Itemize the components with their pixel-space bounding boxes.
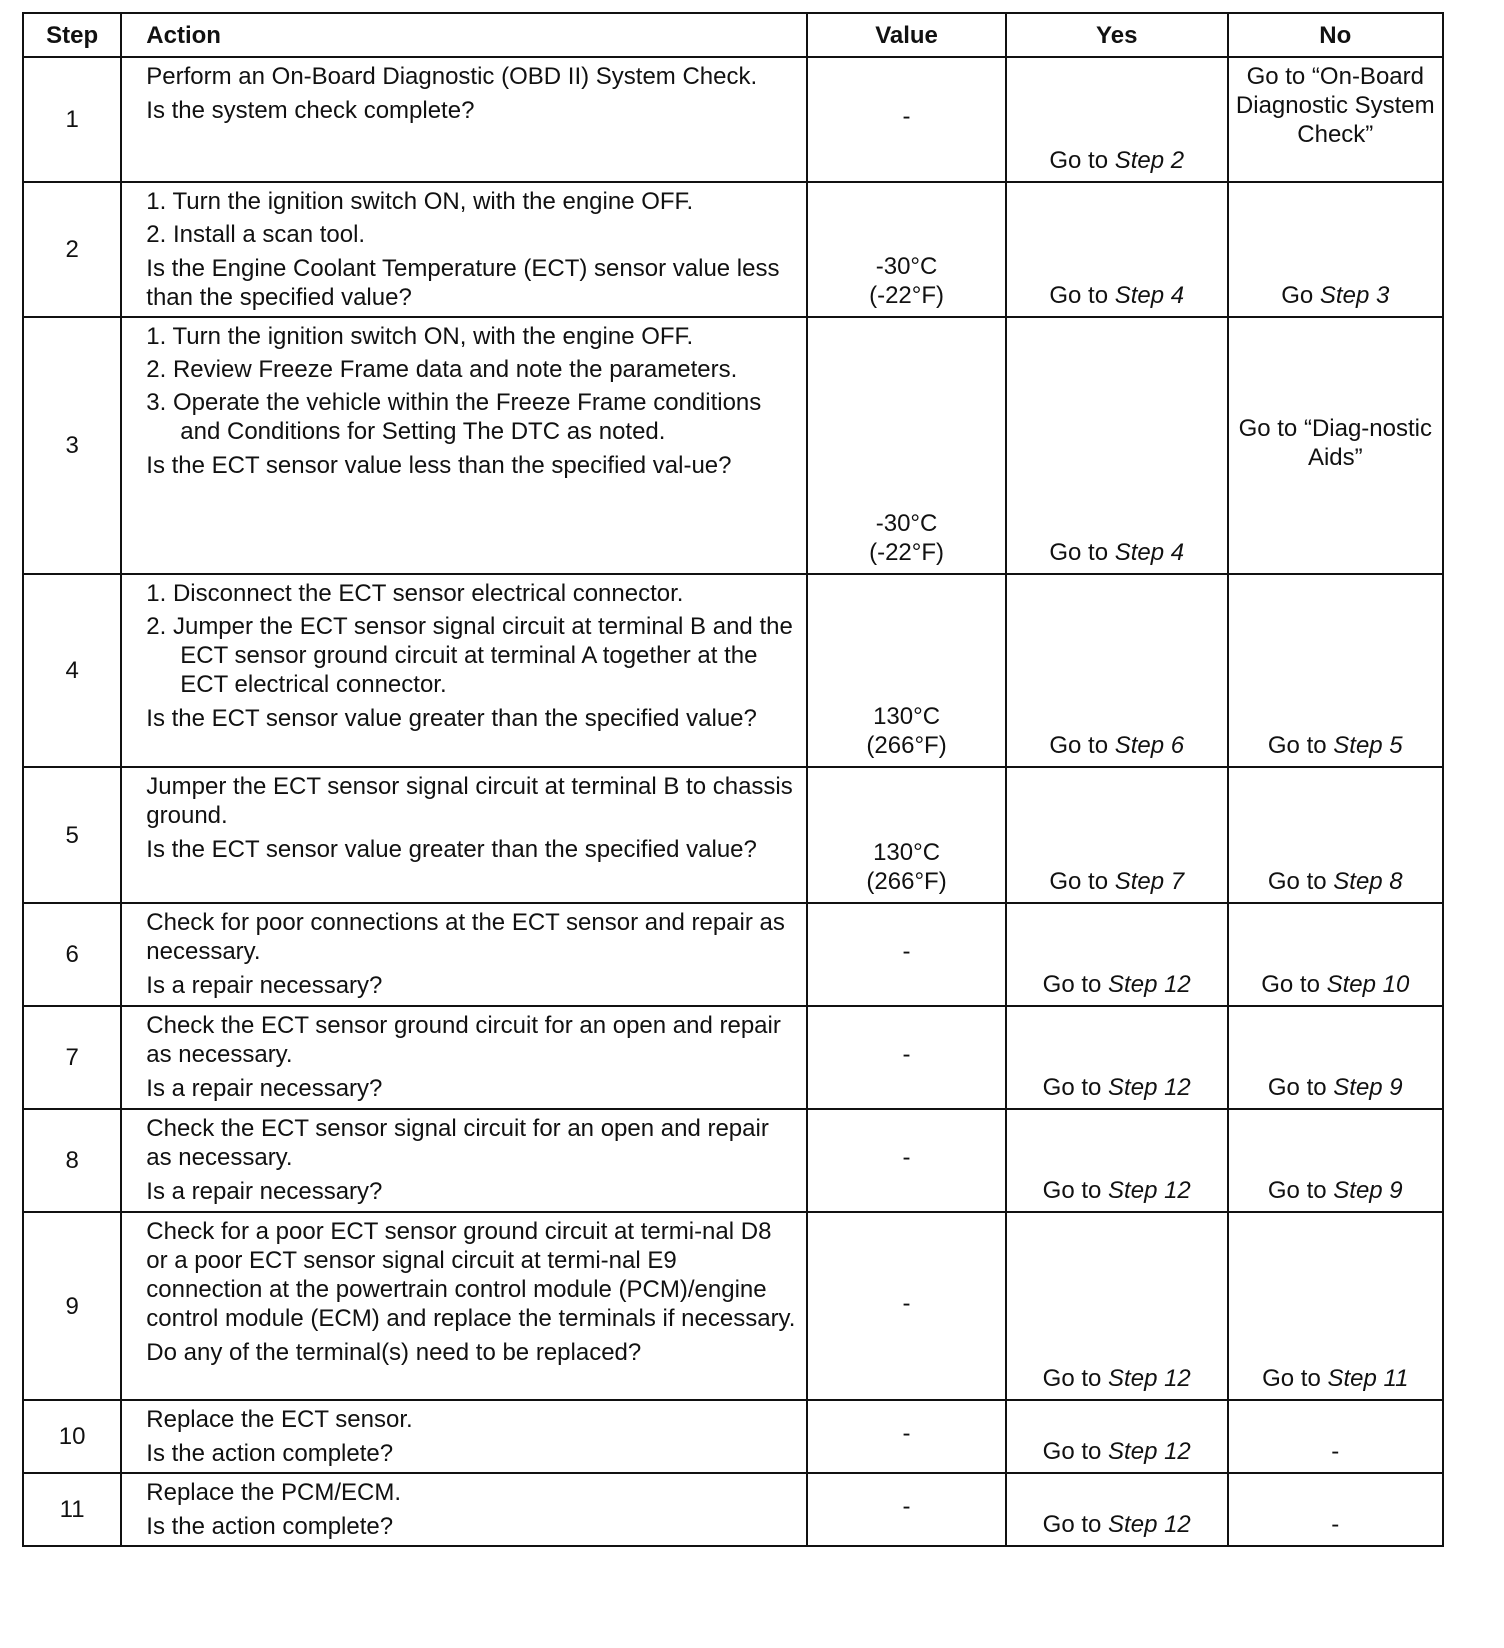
no-prefix: Go to [1261, 971, 1327, 998]
yes-step-link[interactable]: Step 4 [1114, 282, 1185, 309]
no-prefix: Go [1281, 282, 1320, 309]
value-text: (-22°F) [869, 539, 945, 566]
no-cell [1228, 767, 1443, 903]
no-cell [1228, 317, 1443, 574]
yes-prefix: Go to [1042, 971, 1109, 998]
value-cell [807, 1006, 1006, 1109]
table-row [23, 1400, 1443, 1473]
action-question: Is the system check complete? [146, 97, 475, 124]
action-question: Is a repair necessary? [146, 1075, 383, 1102]
table-row [23, 182, 1443, 317]
no-cell [1228, 57, 1443, 182]
yes-cell [1006, 1400, 1228, 1473]
yes-prefix: Go to [1049, 732, 1115, 759]
value-text: - [902, 938, 911, 965]
yes-step-link[interactable]: Step 12 [1108, 1074, 1191, 1101]
action-numbered-item: 2. Install a scan tool. [146, 221, 366, 248]
step-number: 5 [23, 767, 121, 903]
table-row [23, 767, 1443, 903]
value-cell [807, 1212, 1006, 1400]
header-action: Action [121, 13, 807, 57]
yes-prefix: Go to [1049, 539, 1115, 566]
action-cell [121, 317, 807, 574]
no-prefix: Go to [1267, 868, 1334, 895]
no-step-link[interactable]: Step 11 [1327, 1365, 1409, 1392]
action-question: Is the ECT sensor value greater than the specified value? [146, 836, 757, 863]
yes-cell [1006, 1473, 1228, 1546]
action-question: Is the action complete? [146, 1440, 394, 1467]
yes-prefix: Go to [1042, 1177, 1109, 1204]
action-question: Is the ECT sensor value greater than the specified value? [146, 705, 757, 732]
value-cell [807, 317, 1006, 574]
no-step-link[interactable]: Step 8 [1333, 868, 1403, 895]
header-row [23, 13, 1443, 57]
action-cell [121, 182, 807, 317]
action-text: Replace the PCM/ECM. [146, 1479, 402, 1506]
value-text: 130°C [873, 703, 941, 730]
yes-cell [1006, 1109, 1228, 1212]
yes-cell [1006, 182, 1228, 317]
no-step-link[interactable]: Step 9 [1333, 1074, 1403, 1101]
yes-cell [1006, 574, 1228, 767]
action-cell [121, 903, 807, 1006]
action-text: Perform an On-Board Diagnostic (OBD II) System Check. [146, 63, 758, 90]
table-row [23, 1212, 1443, 1400]
action-text: Check the ECT sensor ground circuit for an open and repair as necessary. [146, 1012, 781, 1068]
header-step: Step [23, 13, 121, 57]
header-value: Value [807, 13, 1006, 57]
value-text: - [902, 1493, 911, 1520]
step-number: 6 [23, 903, 121, 1006]
table-row [23, 903, 1443, 1006]
no-text: - [1331, 1511, 1340, 1538]
no-prefix: Go to [1262, 1365, 1328, 1392]
no-cell [1228, 574, 1443, 767]
yes-cell [1006, 1212, 1228, 1400]
action-question: Do any of the terminal(s) need to be replaced? [146, 1339, 642, 1366]
no-cell [1228, 1006, 1443, 1109]
value-text: - [902, 1041, 911, 1068]
value-cell [807, 903, 1006, 1006]
yes-step-link[interactable]: Step 6 [1114, 732, 1185, 759]
action-cell [121, 1006, 807, 1109]
yes-step-link[interactable]: Step 12 [1108, 1438, 1191, 1465]
no-prefix: Go to [1267, 732, 1334, 759]
action-question: Is a repair necessary? [146, 972, 383, 999]
no-cell [1228, 903, 1443, 1006]
action-cell [121, 57, 807, 182]
action-numbered-item: 2. Review Freeze Frame data and note the parameters. [146, 356, 738, 383]
value-text: -30°C [875, 510, 938, 537]
step-number: 4 [23, 574, 121, 767]
table-body [23, 57, 1443, 1546]
action-numbered-item: 2. Jumper the ECT sensor signal circuit at terminal B and the ECT sensor ground circuit at terminal A together at the ECT electrical connector. [146, 613, 793, 698]
header-no: No [1228, 13, 1443, 57]
action-cell [121, 767, 807, 903]
step-number: 9 [23, 1212, 121, 1400]
action-question: Is the action complete? [146, 1513, 394, 1540]
yes-step-link[interactable]: Step 12 [1108, 1511, 1191, 1538]
action-cell [121, 1473, 807, 1546]
no-prefix: Go to [1267, 1074, 1334, 1101]
yes-prefix: Go to [1042, 1074, 1109, 1101]
action-question: Is the Engine Coolant Temperature (ECT) sensor value less than the specified value? [146, 255, 780, 311]
value-text: - [902, 1144, 911, 1171]
action-question: Is the ECT sensor value less than the specified val-ue? [146, 452, 732, 479]
table-row [23, 1006, 1443, 1109]
yes-cell [1006, 767, 1228, 903]
action-text: Check for poor connections at the ECT sensor and repair as necessary. [146, 909, 785, 965]
yes-prefix: Go to [1049, 282, 1115, 309]
action-text: Jumper the ECT sensor signal circuit at terminal B to chassis ground. [146, 773, 793, 829]
yes-step-link[interactable]: Step 2 [1114, 147, 1185, 174]
value-cell [807, 57, 1006, 182]
value-text: (266°F) [866, 868, 947, 895]
no-step-link[interactable]: Step 3 [1319, 282, 1390, 309]
yes-cell [1006, 903, 1228, 1006]
yes-cell [1006, 1006, 1228, 1109]
no-cell [1228, 1400, 1443, 1473]
step-number: 10 [23, 1400, 121, 1473]
value-text: -30°C [875, 253, 938, 280]
table-row [23, 574, 1443, 767]
table-row [23, 1109, 1443, 1212]
action-question: Is a repair necessary? [146, 1178, 383, 1205]
table-row [23, 57, 1443, 182]
step-number: 1 [23, 57, 121, 182]
step-number: 7 [23, 1006, 121, 1109]
action-cell [121, 1400, 807, 1473]
yes-step-link[interactable]: Step 7 [1114, 868, 1185, 895]
no-prefix: Go to [1267, 1177, 1334, 1204]
no-cell [1228, 182, 1443, 317]
yes-step-link[interactable]: Step 12 [1108, 1177, 1191, 1204]
diagnostic-table [22, 12, 1444, 1547]
action-text: Replace the ECT sensor. [146, 1406, 413, 1433]
value-text: - [902, 103, 911, 130]
action-cell [121, 574, 807, 767]
value-cell [807, 574, 1006, 767]
table-row [23, 1473, 1443, 1546]
yes-prefix: Go to [1042, 1511, 1109, 1538]
value-cell [807, 1400, 1006, 1473]
step-number: 3 [23, 317, 121, 574]
no-cell [1228, 1473, 1443, 1546]
step-number: 2 [23, 182, 121, 317]
yes-step-link[interactable]: Step 12 [1108, 1365, 1191, 1392]
no-text: - [1331, 1438, 1340, 1465]
yes-cell [1006, 57, 1228, 182]
yes-prefix: Go to [1049, 868, 1115, 895]
step-number: 11 [23, 1473, 121, 1546]
no-text: Go to “Diag-nostic Aids” [1238, 414, 1432, 471]
action-text: Check for a poor ECT sensor ground circuit at termi-nal D8 or a poor ECT sensor signal circuit at termi-nal E9 connection at the powertrain control module (PCM)/engine control module (ECM) and replace the terminals if necessary. [146, 1218, 796, 1332]
action-numbered-item: 3. Operate the vehicle within the Freeze Frame conditions and Conditions for Setting The DTC as noted. [146, 389, 762, 445]
action-numbered-item: 1. Turn the ignition switch ON, with the engine OFF. [146, 188, 694, 215]
no-cell [1228, 1109, 1443, 1212]
value-cell [807, 1109, 1006, 1212]
value-text: (-22°F) [869, 282, 945, 309]
yes-cell [1006, 317, 1228, 574]
action-numbered-item: 1. Turn the ignition switch ON, with the engine OFF. [146, 323, 694, 350]
yes-prefix: Go to [1042, 1365, 1109, 1392]
value-text: 130°C [873, 839, 941, 866]
yes-prefix: Go to [1049, 147, 1115, 174]
value-cell [807, 767, 1006, 903]
value-cell [807, 1473, 1006, 1546]
header-yes: Yes [1006, 13, 1228, 57]
value-cell [807, 182, 1006, 317]
no-step-link[interactable]: Step 10 [1326, 971, 1410, 998]
no-step-link[interactable]: Step 5 [1333, 732, 1403, 759]
table-row [23, 317, 1443, 574]
yes-prefix: Go to [1042, 1438, 1109, 1465]
step-number: 8 [23, 1109, 121, 1212]
action-text: Check the ECT sensor signal circuit for an open and repair as necessary. [146, 1115, 769, 1171]
yes-step-link[interactable]: Step 4 [1114, 539, 1185, 566]
action-cell [121, 1212, 807, 1400]
value-text: (266°F) [866, 732, 947, 759]
action-cell [121, 1109, 807, 1212]
value-text: - [902, 1420, 911, 1447]
action-numbered-item: 1. Disconnect the ECT sensor electrical connector. [146, 580, 684, 607]
no-text: Go to “On-Board Diagnostic System Check” [1235, 63, 1435, 148]
value-text: - [902, 1289, 911, 1317]
yes-step-link[interactable]: Step 12 [1108, 971, 1191, 998]
no-cell [1228, 1212, 1443, 1400]
no-step-link[interactable]: Step 9 [1333, 1177, 1403, 1204]
